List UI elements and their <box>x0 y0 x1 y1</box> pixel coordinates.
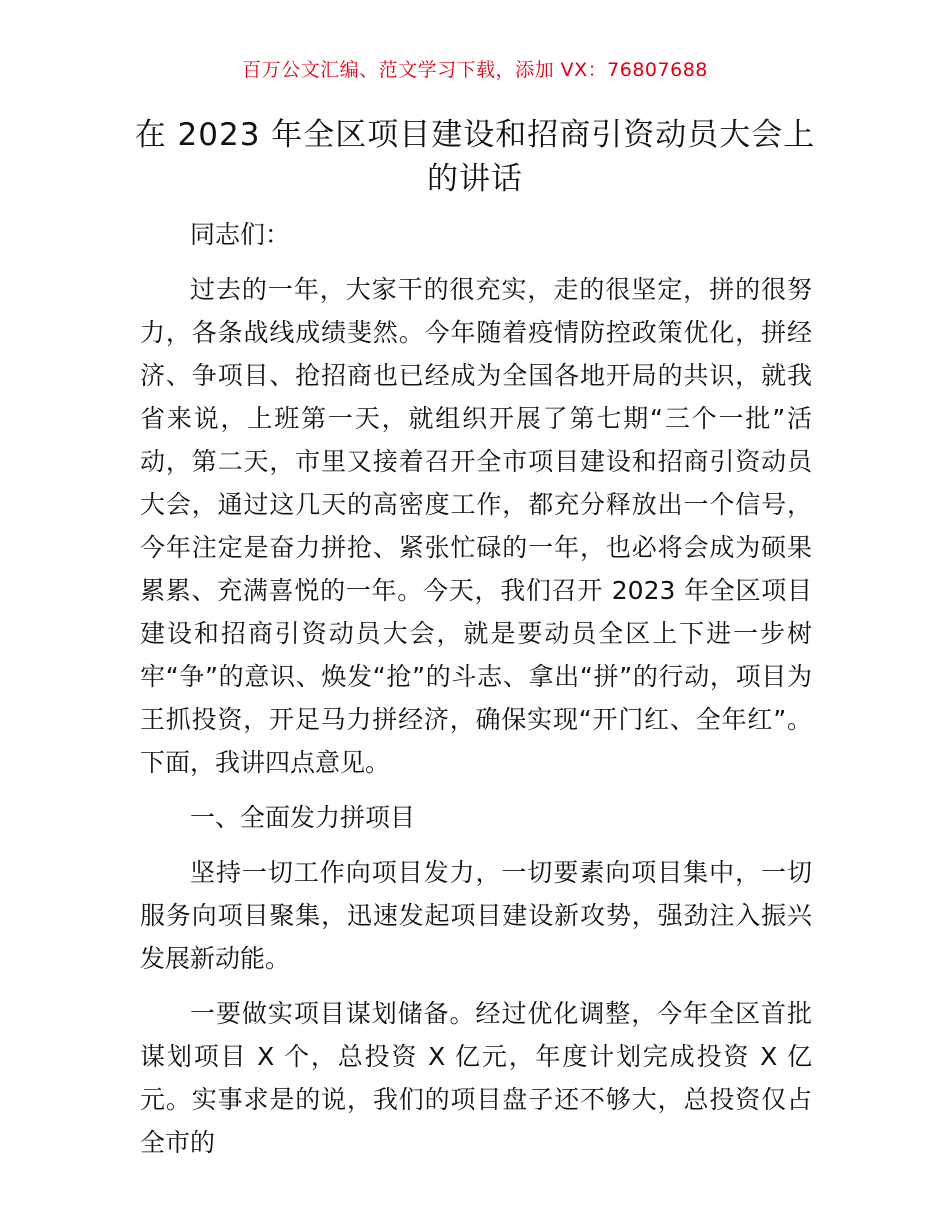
section-heading-1: 一、全面发力拼项目 <box>190 803 416 832</box>
salutation-paragraph: 同志们： <box>190 220 291 249</box>
header-watermark-note: 百万公文汇编、范文学习下载，添加 VX：76807688 <box>242 59 708 81</box>
section-1-point-1-paragraph: 一要做实项目谋划储备。经过优化调整，今年全区首批谋划项目 X 个，总投资 X 亿元，年度计划完成投资 X 亿元。实事求是的说，我们的项目盘子还不够大，总投资仅占全市的 <box>140 999 812 1157</box>
document-body <box>140 213 812 1176</box>
intro-paragraph: 过去的一年，大家干的很充实，走的很坚定，拼的很努力，各条战线成绩斐然。今年随着疫情防控政策优化，拼经济、争项目、抢招商也已经成为全国各地开局的共识，就我省来说，上班第一天，就组织开展了第七期“三个一批”活动，第二天，市里又接着召开全市项目建设和招商引资动员大会，通过这几天的高密度工作，都充分释放出一个信号，今年注定是奋力拼抢、紧张忙碌的一年，也必将会成为硕果累累、充满喜悦的一年。今天，我们召开 2023 年全区项目建设和招商引资动员大会，就是要动员全区上下进一步树牢“争”的意识、焕发“抢”的斗志、拿出“拼”的行动，项目为王抓投资，开足马力拼经济，确保实现“开门红、全年红”。下面，我讲四点意见。 <box>140 275 812 777</box>
document-title: 在 2023 年全区项目建设和招商引资动员大会上的讲话 <box>134 117 816 197</box>
section-1-intro-paragraph: 坚持一切工作向项目发力，一切要素向项目集中，一切服务向项目聚集，迅速发起项目建设新攻势，强劲注入振兴发展新动能。 <box>140 858 812 973</box>
